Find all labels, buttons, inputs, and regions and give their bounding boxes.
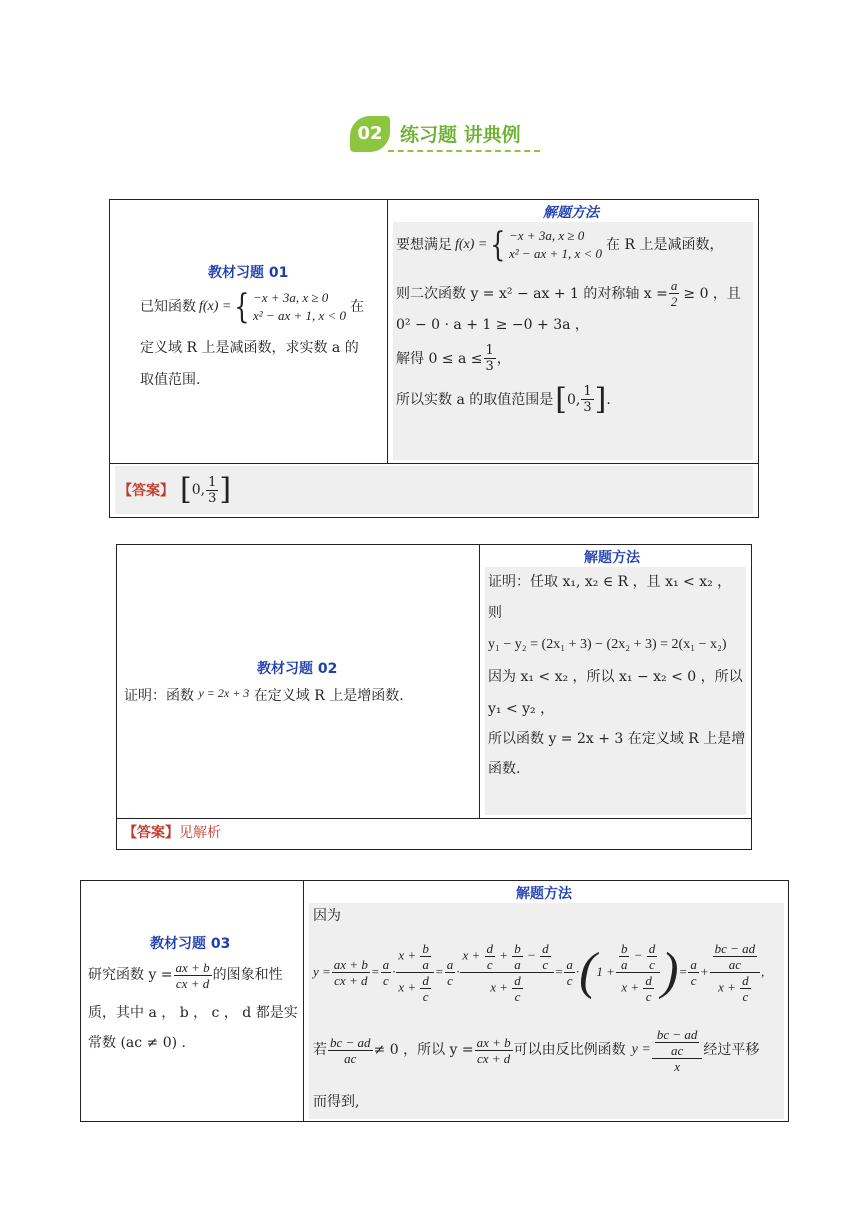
problem1-answer-label: 【答案】 (118, 483, 174, 499)
problem1-answer-left: 0, (191, 482, 206, 498)
problem2-answer-label: 【答案】 (123, 825, 179, 841)
problem3-sol-l3-mid: ≠ 0 ，所以 y = (373, 1042, 474, 1058)
problem3-stem-l3: 常数 (ac ≠ 0) . (88, 1035, 186, 1051)
problem2-solution (488, 572, 746, 779)
problem2-stem-func: y = 2x + 3 (198, 686, 250, 700)
frac-den: 3 (485, 359, 494, 374)
problem3-equation: y = $\frac{ax + b}{cx + d}$ = $\frac{a}{c}$ · x + $\frac{b}{a}$ x + $\frac{d}{c}$ = $\frac{a}{c}$ · x + $\frac{d}{c}$ + $\frac{b}{a}$ − $\frac{d}{c}$ x + $\frac{d}{c}$ = $\frac{a}{c}$ · ( 1 + $\frac{b}{a}$ − $\frac{d}{c}$ x + $\frac{d}{c}$ ) = $\frac{a}{c}$ + $\frac{bc - ad}{ac}$ x + $\frac{d}{c}$ , (313, 940, 765, 1004)
problem1-stem-line2: 定义域 R 上是减函数，求实数 a 的 (140, 340, 359, 356)
problem1-sol-l5-suffix: . (606, 391, 611, 408)
problem2-sol-l1: 证明：任取 x₁, x₂ ∈ R ，且 x₁ < x₂ ， (488, 574, 732, 590)
frac-num: bc − ad (330, 1034, 371, 1050)
problem1-divider-h (109, 463, 759, 464)
problem1-sol-l2-suffix: ≥ 0 ，且 (683, 285, 741, 302)
problem2-sol-l4: 因为 x₁ < x₂ ，所以 x₁ − x₂ < 0 ，所以 (488, 669, 743, 685)
section-underline (388, 150, 540, 152)
problem1-case1: −x + 3a, x ≥ 0 (253, 290, 329, 305)
frac-num: bc − ad (656, 1026, 698, 1042)
problem1-method-title: 解题方法 (543, 205, 599, 221)
problem1-sol-l2-frac (669, 278, 680, 309)
frac-num: ax + b (476, 1034, 511, 1050)
problem1-fx: f(x) = (199, 299, 232, 314)
problem3-sol-l4: 而得到, (313, 1094, 360, 1110)
problem2-sol-l2: 则 (488, 605, 502, 621)
problem1-case2: x² − ax + 1, x < 0 (253, 308, 347, 323)
frac-den-x: x (674, 1058, 680, 1074)
problem3-stem-frac (174, 960, 212, 991)
problem1-sol-l5-frac (581, 384, 593, 415)
problem2-answer (123, 821, 221, 843)
problem1-sol-l5-prefix: 所以实数 a 的取值范围是 (396, 391, 554, 408)
problem3-sol-l3-frac (328, 1035, 373, 1066)
problem1-sol-l3: 0² − 0 · a + 1 ≥ −0 + 3a ， (396, 317, 589, 333)
problem1-stem-prefix: 已知函数 (140, 299, 196, 315)
problem3-divider-v (303, 880, 304, 1122)
frac-num: a (670, 278, 678, 293)
problem3-method-title: 解题方法 (516, 886, 572, 902)
problem3-sol-l3-mid2: 可以由反比例函数 (513, 1042, 626, 1058)
problem3-sol-l3-bigfrac (652, 1027, 703, 1074)
problem3-stem-l2: 质，其中 a ， b ， c ， d 都是实 (88, 1005, 298, 1021)
problem3-label: 教材习题 03 (150, 936, 231, 952)
frac-den: cx + d (175, 975, 210, 991)
problem3-sol-l3-y: y = (631, 1042, 651, 1057)
problem1-sol-l5-left: 0, (566, 391, 581, 408)
problem1-sol-l1-prefix: 要想满足 (396, 237, 452, 253)
problem3-stem (88, 957, 300, 1053)
problem1-sol-l2-prefix: 则二次函数 y = x² − ax + 1 的对称轴 x = (396, 285, 668, 302)
problem1-answer-frac (206, 475, 218, 506)
frac-den: 3 (208, 490, 217, 506)
problem2-sol-l5: y₁ < y₂ ， (488, 701, 555, 717)
problem2-stem-suffix: 在定义域 R 上是增函数. (253, 688, 404, 704)
problem1-sol-case2: x² − ax + 1, x < 0 (509, 246, 603, 261)
problem2-stem-prefix: 证明：函数 (124, 688, 194, 704)
frac-num: ax + b (175, 959, 210, 975)
frac-num: 1 (208, 474, 217, 490)
frac-den: ac (670, 1042, 684, 1058)
problem3-sol-l3 (313, 1026, 785, 1074)
problem1-stem-mid: 在 (350, 299, 365, 315)
frac-num: 1 (485, 343, 494, 358)
problem1-label: 教材习题 01 (208, 265, 289, 281)
problem3-sol-l3-frac2 (475, 1035, 513, 1066)
problem3-sol-l1: 因为 (313, 908, 341, 924)
problem1-stem (140, 286, 380, 390)
frac-den: ac (344, 1050, 357, 1066)
problem3-sol-l3-prefix: 若 (313, 1042, 327, 1058)
section-number: 02 (357, 123, 383, 144)
problem2-method-title: 解题方法 (584, 550, 640, 566)
problem2-answer-text: 见解析 (179, 825, 221, 841)
problem1-sol-fx: f(x) = (455, 237, 488, 252)
problem1-sol-l4-frac (484, 343, 496, 374)
problem1-solution: 要想满足 f(x) = { −x + 3a, x ≥ 0 x² − ax + 1, x < 0 在 R 上是减函数， 则二次函数 y = x² − ax + 1 的对称轴 x = $\frac{a}{2}$ ≥ 0 ，且 0² − 0 · a + 1 ≥ −0 + 3a ， 解得 0 ≤ a ≤ $\frac{1}{3}$ ， 所以实数 a 的取值范围是 [ 0, $\frac{1}{3}$ ] . (396, 224, 751, 415)
section-header (350, 112, 550, 156)
frac-num: 1 (583, 384, 592, 399)
problem1-sol-piecewise: { −x + 3a, x ≥ 0 x² − ax + 1, x < 0 (490, 225, 603, 265)
problem1-sol-l1-suffix: 在 R 上是减函数， (606, 237, 724, 253)
problem1-sol-l4-suffix: ， (496, 350, 511, 367)
problem3-sol-l3-suffix: 经过平移 (703, 1042, 760, 1058)
problem2-divider-v (479, 544, 480, 819)
problem2-sol-l6: 所以函数 y = 2x + 3 在定义域 R 上是增 (488, 731, 746, 747)
problem2-sol-l7: 函数. (488, 761, 521, 777)
problem2-sol-l3: y₁ − y₂ = (2x₁ + 3) − (2x₂ + 3) = 2(x₁ − x₂) (488, 637, 727, 652)
problem2-divider-h (116, 818, 752, 819)
problem1-sol-l4-prefix: 解得 0 ≤ a ≤ (396, 350, 483, 367)
problem2-label: 教材习题 02 (257, 661, 338, 677)
problem1-stem-line3: 取值范围. (140, 372, 201, 388)
problem3-stem-l1-suffix: 的图象和性 (212, 967, 283, 983)
section-title: 练习题 讲典例 (400, 124, 521, 146)
frac-den: 3 (583, 400, 592, 415)
problem2-stem (124, 683, 404, 706)
problem1-piecewise: { −x + 3a, x ≥ 0 x² − ax + 1, x < 0 (234, 287, 347, 327)
frac-den: 2 (670, 294, 678, 309)
problem1-answer: 【答案】 [ 0, $\frac{1}{3}$ ] (118, 472, 232, 507)
problem3-stem-l1-prefix: 研究函数 y = (88, 967, 173, 983)
problem1-divider-v (387, 199, 388, 463)
problem1-sol-case1: −x + 3a, x ≥ 0 (509, 228, 585, 243)
frac-den: cx + d (476, 1050, 511, 1066)
